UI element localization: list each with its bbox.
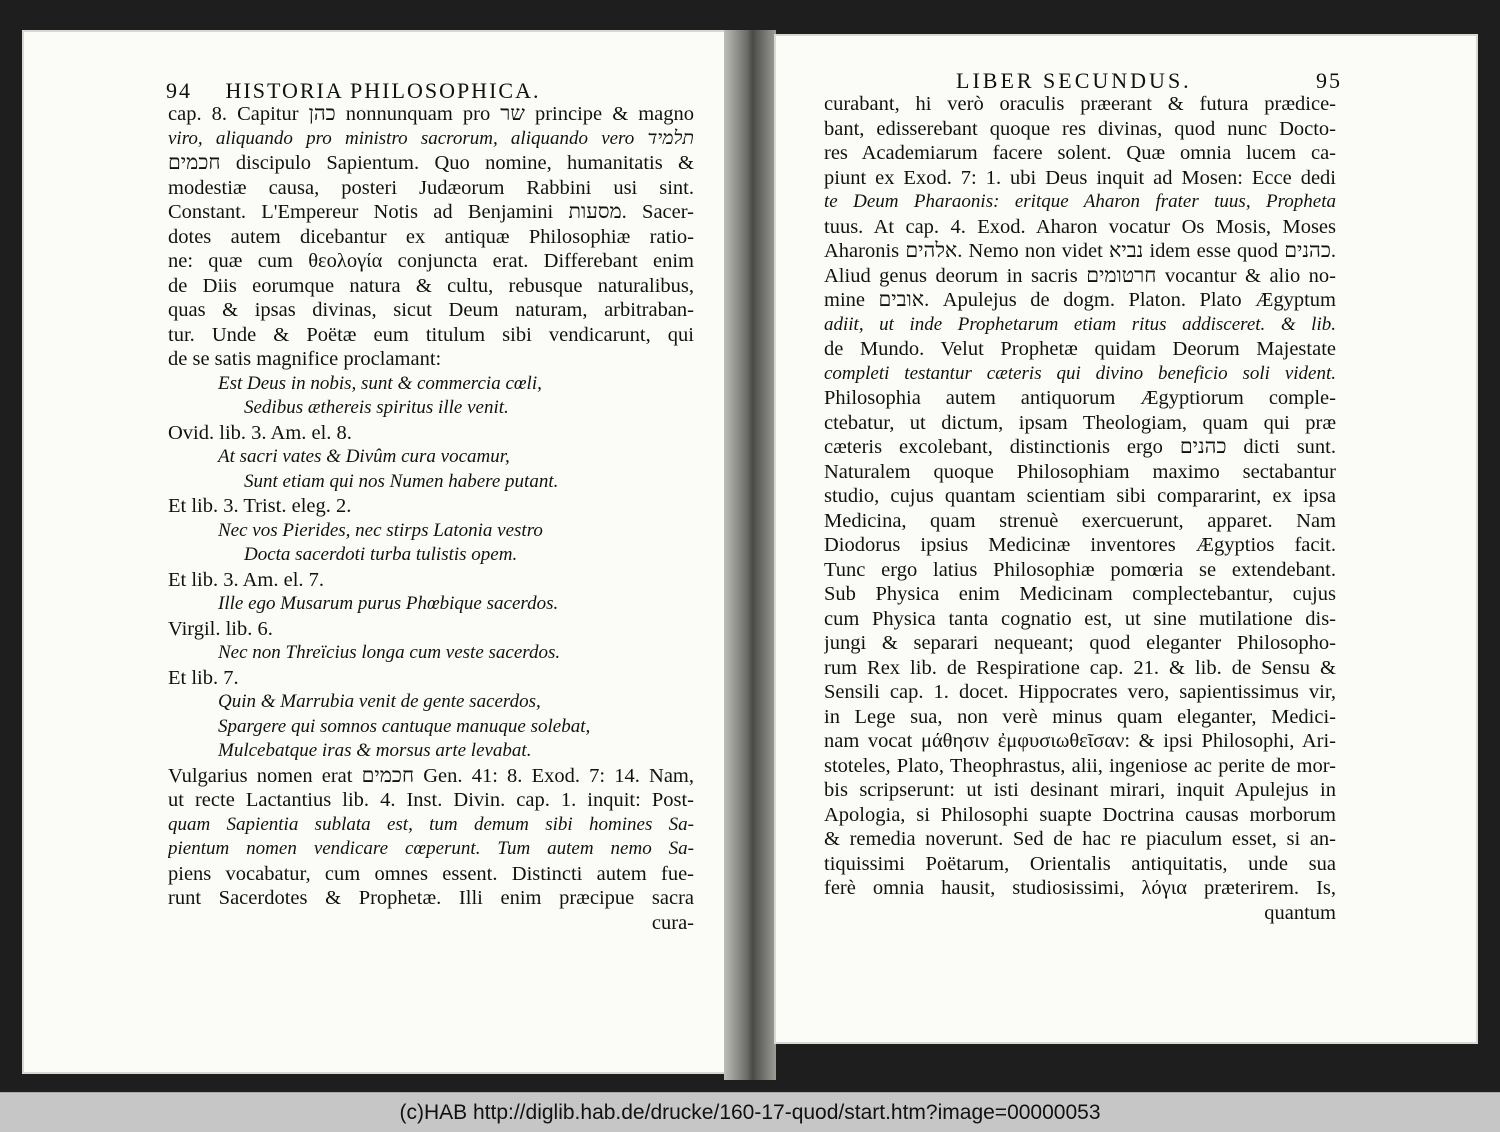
text-line: Aliud genus deorum in sacris חרטומים vocantur & alio no- [824,264,1336,287]
text-line: Et lib. 3. Trist. eleg. 2. [168,495,352,517]
text-line: Constant. L'Empereur Notis ad Benjamini מסעות. Sacer- [168,201,694,223]
credit-link[interactable]: (c)HAB http://diglib.hab.de/drucke/160-17-quod/start.htm?image=00000053 [399,1101,1101,1124]
text-line: Ovid. lib. 3. Am. el. 8. [168,421,352,444]
text-line: Ille ego Musarum purus Phœbique sacerdos. [218,593,559,614]
text-line: studio, cujus quantam scientiam sibi compararint, ex ipsa [824,485,1336,507]
text-line: cap. 8. Capitur כהן nonnunquam pro שר principe & magno [168,103,694,125]
text-line: Virgil. lib. 6. [168,617,273,640]
text-line: Spargere qui somnos cantuque manuque solebat, [218,715,591,737]
text-line: Docta sacerdoti turba tulistis opem. [244,544,518,565]
text-line: ne: quæ cum θεολογία conjuncta erat. Differebant enim [168,250,694,272]
text-line: חכמים discipulo Sapientum. Quo nomine, humanitatis & [168,152,694,174]
book-gutter [724,30,776,1080]
text-line: At sacri vates & Divûm cura vocamur, [218,446,510,467]
text-line: Mulcebatque iras & morsus arte levabat. [218,740,532,761]
text-line: Sensili cap. 1. docet. Hippocrates vero, sapientissimus vir, [824,681,1336,703]
text-line: te Deum Pharaonis: eritque Aharon frater tuus, Propheta [824,191,1336,212]
right-page [776,36,1476,1042]
text-line: nam vocat μάθησιν ἐμφυσιωθεῖσαν: & ipsi Philosophi, Ari- [824,730,1336,752]
text-line: ferè omnia hausit, studiosissimi, λόγια præterirem. Is, [824,877,1336,899]
text-line: bant, edisserebant quoque res divinas, quod nunc Docto- [824,117,1336,140]
left-page-number: 94 [166,78,192,103]
text-line: Apologia, si Philosophi suapte Doctrina causas morborum [824,803,1336,826]
text-line: Et lib. 3. Am. el. 7. [168,568,325,591]
text-line: in Lege sua, non verè minus quam eleganter, Medici- [824,705,1336,728]
text-line: de Diis eorumque natura & cultu, rebusque naturalibus, [168,274,694,297]
text-line: quam Sapientia sublata est, tum demum sibi homines Sa- [168,813,694,835]
right-text-block [824,92,1336,925]
text-line: cum Physica tanta cognatio est, ut sine mutilatione dis- [824,607,1336,630]
text-line: mine אובים. Apulejus de dogm. Platon. Plato Ægyptum [824,289,1336,311]
text-line: piunt ex Exod. 7: 1. ubi Deus inquit ad Mosen: Ecce dedi [824,166,1336,189]
left-text-block [168,102,694,935]
text-line: viro, aliquando pro ministro sacrorum, aliquando vero תלמיד [168,127,694,149]
right-running-head [956,68,1342,94]
text-line: quas & ipsas divinas, sicut Deum naturam, arbitraban- [168,299,694,321]
text-line: tur. Unde & Poëtæ eum titulum sibi vendicarunt, qui [168,323,694,346]
text-line: jungi & separari nequeant; quod eleganter Philosopho- [824,632,1336,654]
text-line: completi testantur cæteris qui divino beneficio soli vident. [824,362,1336,384]
text-line: rum Rex lib. de Respiratione cap. 21. & lib. de Sensu & [824,656,1336,679]
left-running-head [166,78,540,104]
text-line: de Mundo. Velut Prophetæ quidam Deorum Majestate [824,338,1336,360]
left-running-title: HISTORIA PHILOSOPHICA. [225,78,541,103]
text-line: Medicina, quam strenuè exercuerunt, apparet. Nam [824,509,1336,532]
text-line: cura- [651,911,694,934]
text-line: Diodorus ipsius Medicinæ inventores Ægyptios facit. [824,534,1336,556]
text-line: Vulgarius nomen erat חכמים Gen. 41: 8. Exod. 7: 14. Nam, [168,764,694,787]
text-line: Nec vos Pierides, nec stirps Latonia vestro [218,519,543,541]
text-line: adiit, ut inde Prophetarum etiam ritus addisceret. & lib. [824,313,1336,335]
text-line: Est Deus in nobis, sunt & commercia cœli, [218,372,542,394]
text-line: quantum [1264,901,1336,924]
right-running-title: LIBER SECUNDUS. [956,68,1192,93]
text-line: & remedia noverunt. Sed de hac re piaculum esset, si an- [824,828,1336,850]
text-line: Tunc ergo latius Philosophiæ pomœria se extendebant. [824,558,1336,581]
text-line: tiquissimi Poëtarum, Orientalis antiquitatis, unde sua [824,852,1336,875]
text-line: de se satis magnifice proclamant: [168,348,442,370]
text-line: pientum nomen vendicare cœperunt. Tum autem nemo Sa- [168,838,694,859]
text-line: Et lib. 7. [168,666,239,689]
text-line: Naturalem quoque Philosophiam maximo sectabantur [824,460,1336,483]
text-line: Quin & Marrubia venit de gente sacerdos, [218,691,541,712]
text-line: ut recte Lactantius lib. 4. Inst. Divin. cap. 1. inquit: Post- [168,789,694,811]
text-line: bis scripserunt: ut isti desinant mirari, inquit Apulejus in [824,779,1336,801]
text-line: runt Sacerdotes & Prophetæ. Illi enim præcipue sacra [168,887,694,909]
text-line: Sunt etiam qui nos Numen habere putant. [244,470,559,492]
text-line: piens vocabatur, cum omnes essent. Distincti autem fue- [168,862,694,885]
text-line: dotes autem dicebantur ex antiquæ Philosophiæ ratio- [168,225,694,248]
text-line: stoteles, Plato, Theophrastus, alii, ingeniose ac perite de mor- [824,754,1336,777]
text-line: tuus. At cap. 4. Exod. Aharon vocatur Os Mosis, Moses [824,215,1336,238]
text-line: Sub Physica enim Medicinam complectebantur, cujus [824,583,1336,605]
credit-bar [0,1092,1500,1132]
text-line: ctebatur, ut dictum, ipsam Theologiam, quam qui præ [824,411,1336,434]
text-line: curabant, hi verò oraculis præerant & futura prædice- [824,93,1336,115]
text-line: modestiæ causa, posteri Judæorum Rabbini usi sint. [168,176,694,199]
left-page [24,32,724,1072]
text-line: Aharonis אלהים. Nemo non videt נביא idem esse quod כהנים. [824,240,1336,262]
text-line: Philosophia autem antiquorum Ægyptiorum comple- [824,387,1336,409]
text-line: Sedibus æthereis spiritus ille venit. [244,397,509,418]
text-line: res Academiarum facere solent. Quæ omnia lucem ca- [824,142,1336,164]
text-line: cæteris excolebant, distinctionis ergo כהנים dicti sunt. [824,436,1336,458]
right-page-number: 95 [1316,68,1342,93]
text-line: Nec non Threïcius longa cum veste sacerdos. [218,642,561,663]
